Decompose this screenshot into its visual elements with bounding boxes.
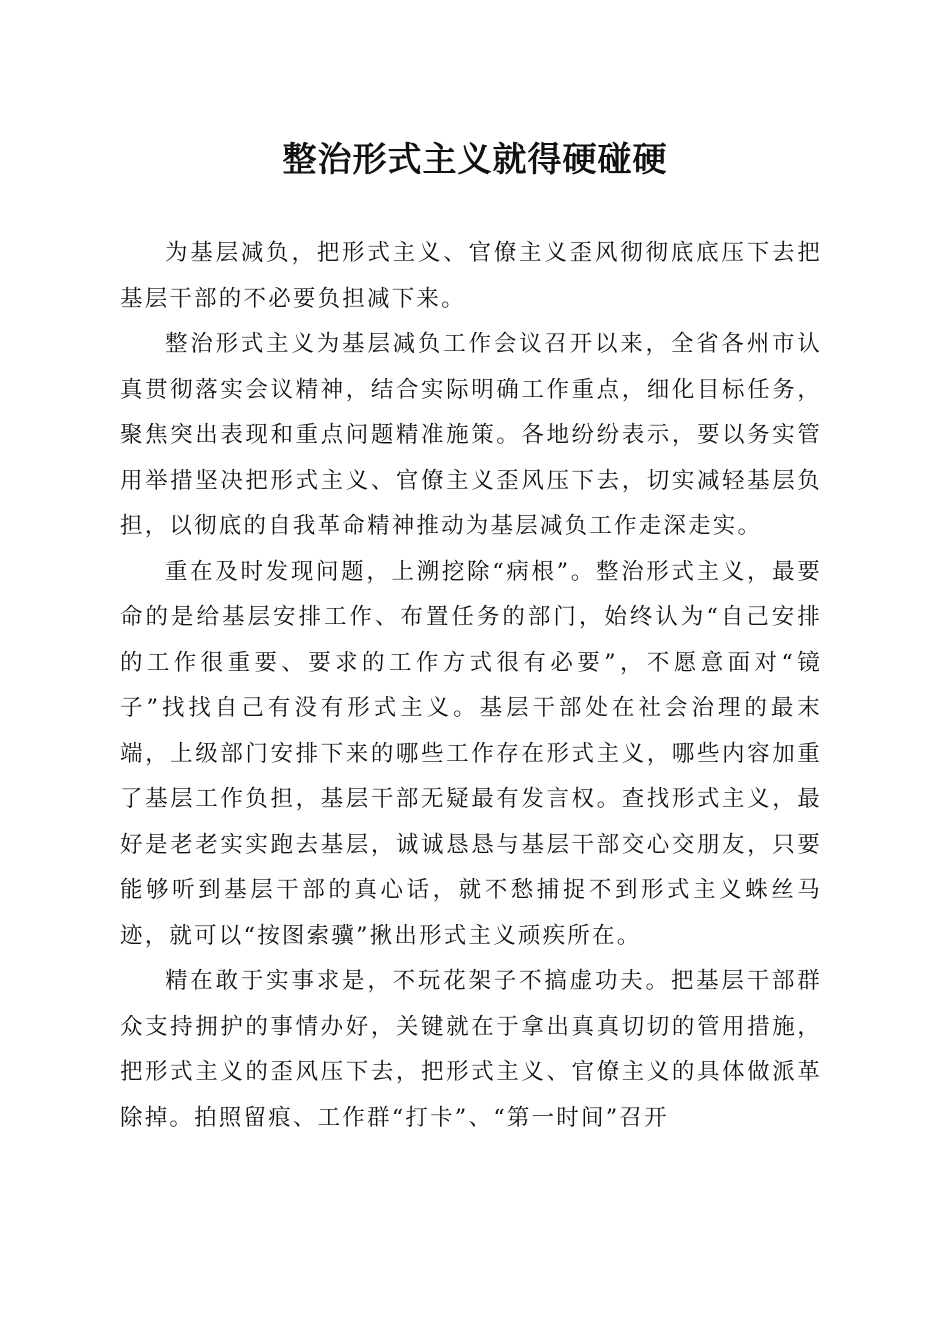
paragraph-2: 整治形式主义为基层减负工作会议召开以来，全省各州市认真贯彻落实会议精神，结合实际明确工作重点，细化目标任务，聚焦突出表现和重点问题精准施策。各地纷纷表示，要以务实管用举措坚决把形式主义、官僚主义歪风压下去，切实减轻基层负担，以彻底的自我革命精神推动为基层减负工作走深走实。 <box>120 331 822 539</box>
paragraph-4: 精在敢于实事求是，不玩花架子不搞虚功夫。把基层干部群众支持拥护的事情办好，关键就在于拿出真真切切的管用措施，把形式主义的歪风压下去，把形式主义、官僚主义的具体做派革除掉。拍照留痕、工作群“打卡”、“第一时间”召开 <box>120 968 822 1131</box>
paragraph-1: 为基层减负，把形式主义、官僚主义歪风彻彻底底压下去把基层干部的不必要负担减下来。 <box>120 240 822 312</box>
document-title: 整治形式主义就得硬碰硬 <box>282 140 668 180</box>
document-body <box>120 231 822 1141</box>
paragraph-3: 重在及时发现问题，上溯挖除“病根”。整治形式主义，最要命的是给基层安排工作、布置任务的部门，始终认为“自己安排的工作很重要、要求的工作方式很有必要”，不愿意面对“镜子”找找自己有没有形式主义。基层干部处在社会治理的最末端，上级部门安排下来的哪些工作存在形式主义，哪些内容加重了基层工作负担，基层干部无疑最有发言权。查找形式主义，最好是老老实实跑去基层，诚诚恳恳与基层干部交心交朋友，只要能够听到基层干部的真心话，就不愁捕捉不到形式主义蛛丝马迹，就可以“按图索骥”揪出形式主义顽疾所在。 <box>120 558 822 949</box>
